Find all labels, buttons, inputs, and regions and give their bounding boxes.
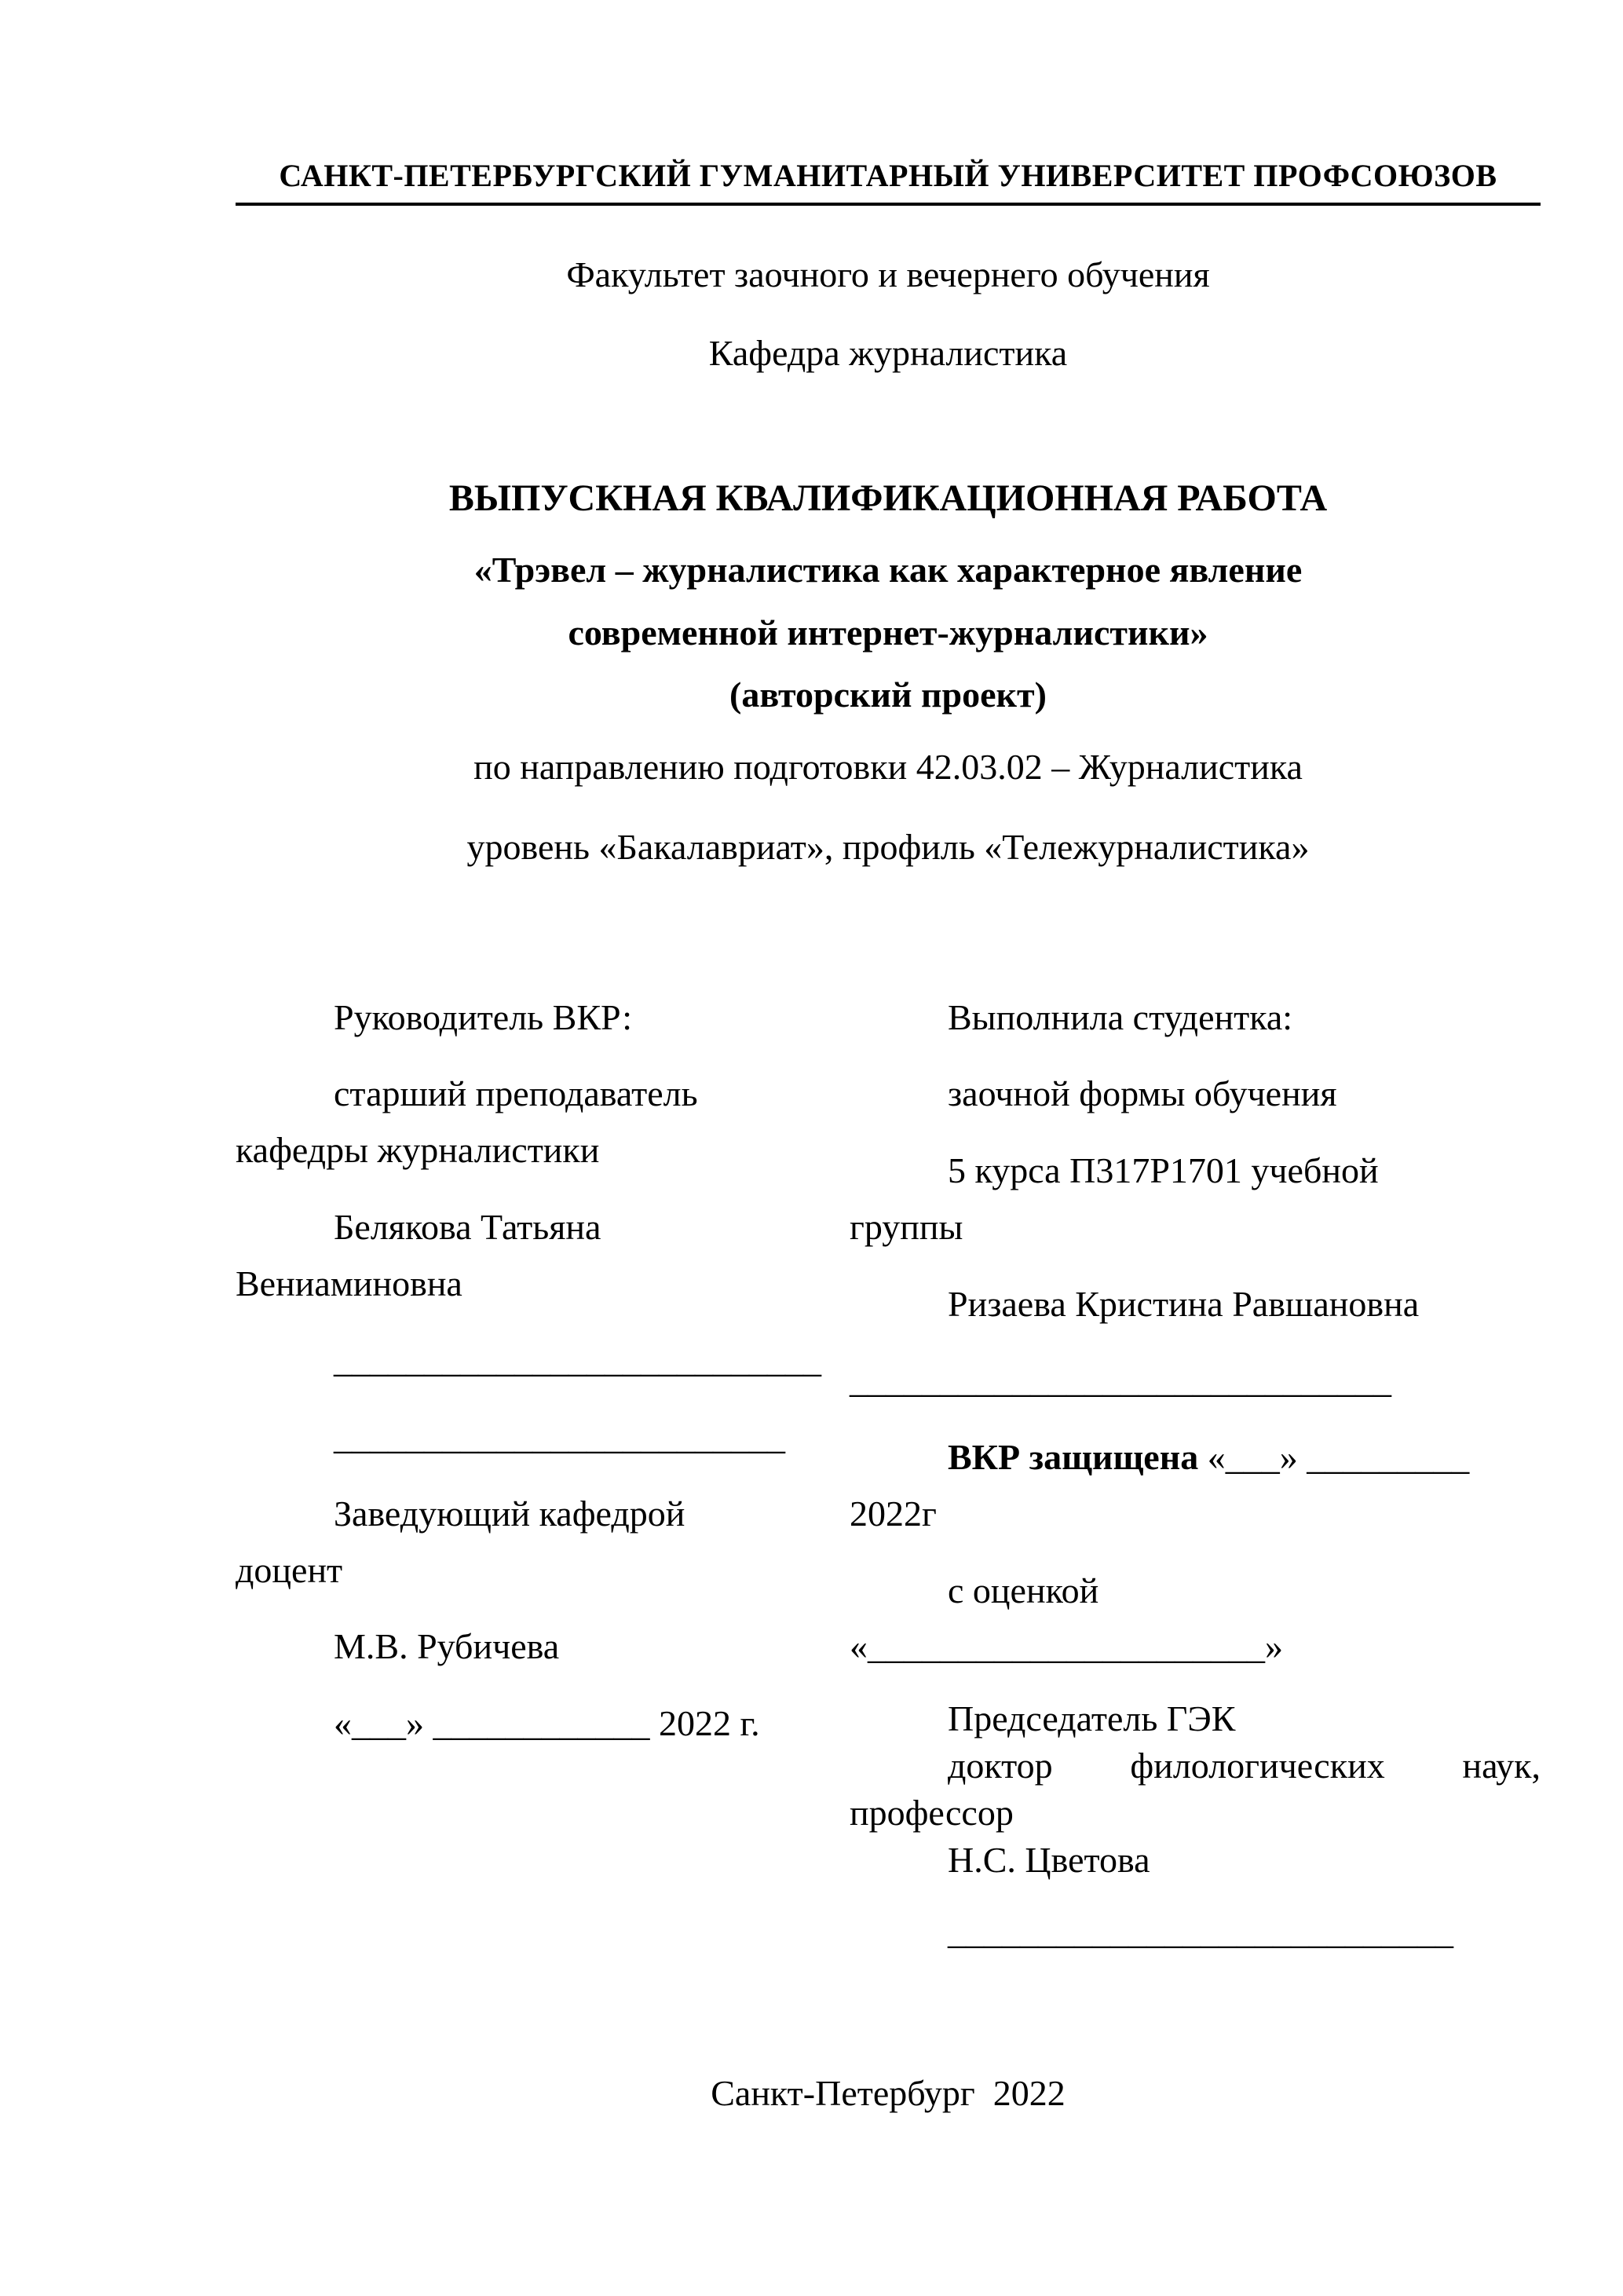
signature-line: ______________________________ bbox=[850, 1360, 1391, 1401]
student-performed-para bbox=[850, 989, 1541, 1046]
university-name: САНКТ-ПЕТЕРБУРГСКИЙ ГУМАНИТАРНЫЙ УНИВЕРСИТЕТ ПРОФСОЮЗОВ bbox=[279, 158, 1497, 193]
defended-line bbox=[850, 1429, 1541, 1486]
direction-line: по направлению подготовки 42.03.02 – Журналистика bbox=[473, 747, 1303, 788]
supervisor-role-label: Руководитель ВКР: bbox=[334, 996, 633, 1037]
supervisor-name-line-2: Вениаминовна bbox=[236, 1263, 462, 1303]
university-header bbox=[236, 157, 1541, 206]
defended-year: 2022г bbox=[850, 1493, 937, 1534]
signature-line: _________________________ bbox=[334, 1417, 785, 1457]
grade-para bbox=[850, 1563, 1541, 1676]
student-group-para bbox=[850, 1143, 1541, 1256]
student-name-para bbox=[850, 1276, 1541, 1333]
signature-line: ___________________________ bbox=[334, 1340, 821, 1380]
chair-name: Н.С. Цветова bbox=[948, 1839, 1150, 1880]
supervisor-position-line-2: кафедры журналистики bbox=[236, 1130, 600, 1171]
defended-para bbox=[850, 1429, 1541, 1542]
defended-label: ВКР защищена bbox=[948, 1437, 1199, 1478]
work-title-line-2: современной интернет-журналистики» bbox=[568, 612, 1208, 653]
date-blank-line: «___» ____________ 2022 г. bbox=[334, 1703, 760, 1744]
supervisor-role-para bbox=[236, 989, 809, 1046]
student-study-form-para bbox=[850, 1066, 1541, 1122]
defended-date-blank: «___» _________ bbox=[1198, 1437, 1470, 1478]
chair-para bbox=[850, 1695, 1541, 1883]
grade-blank-line: «______________________» bbox=[850, 1626, 1283, 1667]
chair-signature-blank bbox=[850, 1903, 1541, 1960]
supervisor-signature-blank-2 bbox=[236, 1409, 809, 1465]
department-head-name: М.В. Рубичева bbox=[334, 1626, 560, 1667]
supervisor-name-line-1: Белякова Татьяна bbox=[334, 1206, 601, 1247]
student-group-line-2: группы bbox=[850, 1206, 963, 1247]
signature-line: ____________________________ bbox=[948, 1911, 1453, 1952]
work-title-line-1: «Трэвел – журналистика как характерное явление bbox=[473, 549, 1303, 590]
chair-degree-line-1: доктор филологических наук, bbox=[948, 1745, 1541, 1786]
supervisor-position-para bbox=[236, 1066, 809, 1179]
work-title-line-3: (авторский проект) bbox=[729, 675, 1047, 715]
date-blank-para bbox=[236, 1695, 809, 1752]
supervisor-column bbox=[236, 989, 821, 1980]
student-column bbox=[850, 989, 1541, 1980]
student-name: Ризаева Кристина Равшановна bbox=[948, 1283, 1420, 1324]
page-footer bbox=[236, 2065, 1541, 2122]
grade-label: с оценкой bbox=[948, 1570, 1099, 1610]
work-type-heading: ВЫПУСКНАЯ КВАЛИФИКАЦИОННАЯ РАБОТА bbox=[448, 477, 1328, 519]
student-performed-label: Выполнила студентка: bbox=[948, 996, 1293, 1037]
supervisor-position-line-1: старший преподаватель bbox=[334, 1073, 698, 1114]
city-year-line: Санкт-Петербург 2022 bbox=[711, 2073, 1066, 2113]
chair-degree-line-2: профессор bbox=[850, 1792, 1014, 1833]
level-profile-line: уровень «Бакалавриат», профиль «Тележурналистика» bbox=[466, 826, 1310, 867]
signatures-section bbox=[236, 989, 1541, 1980]
title-block bbox=[236, 474, 1541, 876]
faculty-name: Факультет заочного и вечернего обучения bbox=[566, 254, 1210, 294]
student-signature-blank bbox=[850, 1352, 1541, 1409]
chair-title: Председатель ГЭК bbox=[948, 1698, 1236, 1739]
supervisor-signature-blank-1 bbox=[236, 1332, 821, 1388]
student-group-line-1: 5 курса П317Р1701 учебной bbox=[948, 1150, 1379, 1191]
student-study-form: заочной формы обучения bbox=[948, 1073, 1337, 1114]
department-name: Кафедра журналистика bbox=[708, 332, 1068, 373]
department-head-title-line-1: Заведующий кафедрой bbox=[334, 1493, 685, 1534]
department-head-para bbox=[236, 1486, 809, 1599]
department-head-title-line-2: доцент bbox=[236, 1549, 343, 1590]
department-head-name-para bbox=[236, 1618, 809, 1675]
supervisor-name-para bbox=[236, 1199, 809, 1312]
